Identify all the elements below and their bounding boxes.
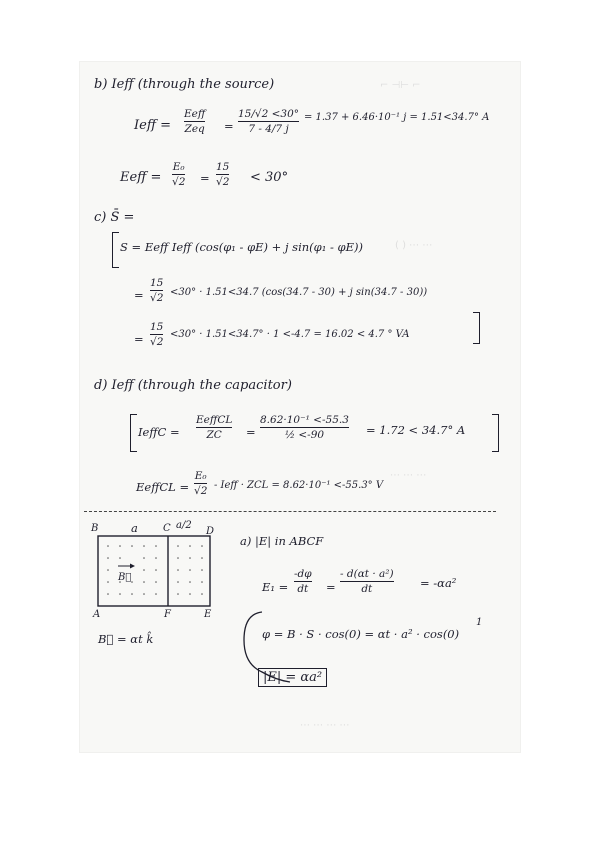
ieff-frac1-num: Eeff (184, 108, 206, 120)
emf-frac2-den: dt (361, 583, 373, 595)
eeff-frac1-den: √2 (172, 176, 186, 188)
icl-frac2-num: 8.62·10⁻¹ <-55.3 (260, 414, 349, 426)
icl-frac1-den: ZC (206, 429, 222, 441)
side-label-a-half: a/2 (176, 520, 192, 531)
corner-label-D: D (206, 526, 215, 537)
emf-frac2-num: - d(αt · a²) (340, 568, 394, 580)
field-dots (107, 545, 203, 595)
emf-magnitude-result: |E| = αa² (258, 668, 327, 687)
ecl-frac-den: √2 (194, 485, 208, 497)
emf-frac1-den: dt (297, 583, 309, 595)
emf-fraction-2 (340, 568, 394, 595)
bleed-through-mark: ⋯ ⋯ ⋯ ⋯ (300, 720, 350, 731)
side-label-a: a (131, 521, 138, 535)
corner-label-F: F (164, 609, 171, 620)
eeff-frac2-num: 15 (216, 161, 230, 173)
ecl-lhs: EeffCL = (136, 480, 190, 494)
power-line-1: S = Eeff Ieff (cos(φ₁ - φE) + j sin(φ₁ - φE)) (120, 240, 363, 254)
emf-fraction-1 (294, 568, 312, 595)
corner-label-C: C (163, 523, 171, 534)
corner-label-E: E (204, 609, 212, 620)
power-line-2-frac-num: 15 (150, 277, 164, 289)
power-line-2-rest: <30° · 1.51<34.7 (cos(34.7 - 30) + j sin(34.7 - 30)) (170, 287, 428, 298)
power-line-2-frac-den: √2 (150, 292, 164, 304)
ieff-frac1-den: Zeq (184, 123, 205, 135)
ecl-frac-num: E₀ (194, 470, 207, 482)
b-vector-label: B⃗ (118, 572, 132, 583)
ieff-frac2-num: 15/√2 <30° (238, 108, 300, 120)
bleed-through-mark: ( ) ⋯ ⋯ (395, 240, 433, 251)
flux-cos-note: 1 (476, 617, 483, 628)
icl-frac2-den: ½ <-90 (284, 429, 325, 441)
ieff-lhs: Ieff = (134, 118, 172, 133)
emf-result: = -αa² (420, 576, 457, 590)
icl-equals: = (246, 425, 256, 439)
eeff-angle: < 30° (250, 170, 289, 185)
eeff-frac2-den: √2 (216, 176, 230, 188)
part-d-heading: d) Ieff (through the capacitor) (94, 378, 292, 393)
eeff-equals: = (200, 171, 210, 185)
part-c-heading: c) S̄ = (94, 210, 135, 225)
power-line-3-eq: = (134, 332, 144, 346)
loop-rectangle (98, 536, 210, 606)
icl-result: = 1.72 < 34.7° A (366, 423, 466, 437)
corner-label-A: A (93, 609, 101, 620)
eeff-lhs: Eeff = (120, 170, 162, 185)
ecl-rest: - Ieff · ZCL = 8.62·10⁻¹ <-55.3° V (214, 480, 384, 491)
ieff-result: = 1.37 + 6.46·10⁻¹ j = 1.51<34.7° A (304, 112, 490, 123)
power-line-3-rest: <30° · 1.51<34.7° · 1 <-4.7 = 16.02 < 4.7 ° VA (170, 329, 410, 340)
part-b-heading: b) Ieff (through the source) (94, 77, 275, 92)
icl-frac1-num: EeffCL (196, 414, 233, 426)
power-line-3-frac-num: 15 (150, 321, 164, 333)
power-line-2-eq: = (134, 288, 144, 302)
corner-label-B: B (91, 523, 99, 534)
bleed-through-mark: ⋯ ⋯ ⋯ (390, 470, 427, 481)
ieff-equals: = (224, 119, 234, 133)
icl-lhs: IeffC = (138, 425, 180, 439)
ieff-frac2-den: 7 - 4/7 j (248, 123, 289, 135)
emf-equals: = (326, 580, 336, 594)
emf-frac1-num: -dφ (294, 568, 312, 580)
power-line-3-frac-den: √2 (150, 336, 164, 348)
eeff-frac1-num: E₀ (172, 161, 185, 173)
bleed-through-mark: ⌐ ⊣⊢ ⌐ (380, 80, 421, 91)
b-field-expression: B⃗ = αt k̂ (98, 632, 154, 646)
flux-expression: φ = B · S · cos(0) = αt · a² · cos(0) (262, 627, 460, 641)
part-a2-heading: a) |E| in ABCF (240, 534, 324, 548)
b-vector-arrowhead (130, 564, 135, 569)
emf-lhs: E₁ = (262, 580, 289, 594)
